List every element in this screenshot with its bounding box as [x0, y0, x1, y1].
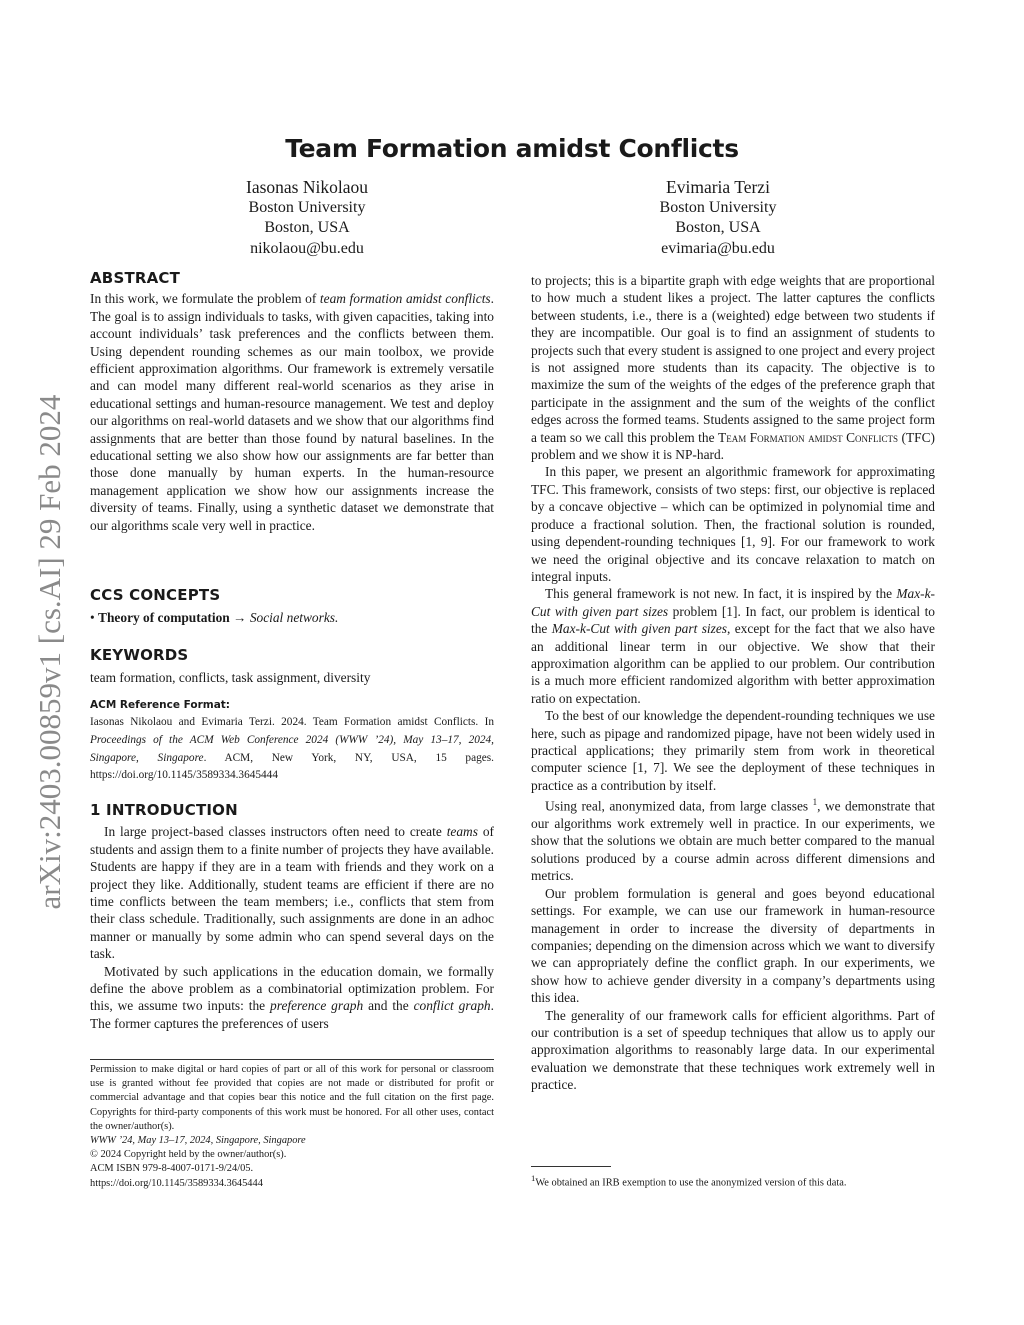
text-run: , except for the fact that we also have an additional linear term in our objective. We show that their approximation algorithm can be applied to our problem. Our contribution is a much more efficient randomized algorithm with better approximation ratio on expectation.: [531, 621, 935, 706]
text-run: (TFC) problem and we show it is NP-hard.: [531, 429, 935, 463]
text-run: Using real, anonymized data, from large classes: [545, 798, 813, 814]
italic-run: Proceedings of the ACM Web Conference 2024 (WWW ’24), May 13–17, 2024, Singapore, Singapore: [90, 734, 494, 764]
permission-text: Permission to make digital or hard copies of part or all of this work for personal or classroom use is granted without fee provided that copies are not made or distributed for profit or commercial advantage and that copies bear this notice and the full citation on the first page. Copyrights for third-party components of this work must be honored. For all other uses, contact the owner/author(s).: [90, 1064, 494, 1132]
introduction-section: [90, 802, 494, 1032]
footnote: [531, 1171, 935, 1191]
paragraph: [90, 823, 494, 962]
author-block: [568, 177, 868, 259]
paragraph: [531, 585, 935, 707]
introduction-heading: 1 INTRODUCTION: [90, 801, 238, 819]
text-run: . The goal is to assign individuals to tasks, with given capacities, taking into account individuals’ task preferences and the conflicts between them. Using dependent rounding schemes as our main toolbox, we provide efficient approximation algorithms. Our framework is extremely versatile and can model many different real-world scenarios as they arise in educational settings and human-resource management. We test and deploy our algorithms on real-world datasets and we show that our algorithms find assignments that are better than those found by natural baselines. In the educational setting we also show how our assignments are far better than those done manually by human experts. In the human-resource management application we show how our assignments increase the diversity of teams. Finally, using a synthetic dataset we demonstrate that our algorithms scale very well in practice.: [90, 291, 494, 533]
text-run: of students and assign them to a finite number of projects they have available. Students are happy if they are in a team with friends and they work on a project they like. Additionally, student teams are efficient if there are no time conflicts between the team members; i.e., conflicts that stem from their class schedule. Traditionally, such assignments are done in an adhoc manner or manually by some admin who can spend several days on the task.: [90, 824, 494, 962]
abstract-heading: ABSTRACT: [90, 269, 181, 287]
text-run: to projects; this is a bipartite graph with edge weights that are proportional to how much a student likes a project. The latter captures the conflicts between students, i.e., there is a (weighted) edge between two students if they are incompatible. Our goal is to find an assignment of students to projects such that every student is assigned to one project and every project is not assigned more students than its capacity. The objective is to maximize the sum of the weights of the edges of the preference graph that participate in the assignment and the sum of the weights of the conflict edges across the formed teams. Students assigned to the same project form a team so we call this problem the: [531, 273, 935, 445]
isbn: ACM ISBN 979-8-4007-0171-9/24/05.: [90, 1163, 254, 1175]
intro-right-paragraphs: [531, 272, 935, 1094]
text-run: In this work, we formulate the problem of: [90, 291, 320, 307]
intro-left-paragraphs: [90, 823, 494, 1032]
author-affiliation: Boston University: [248, 198, 366, 216]
author-name: Iasonas Nikolaou: [246, 177, 368, 197]
text-run: . The former captures the preferences of users: [90, 998, 494, 1031]
footnote-rule: [531, 1166, 611, 1167]
doi-link[interactable]: https://doi.org/10.1145/3589334.3645444: [90, 1177, 263, 1189]
ccs-heading: CCS CONCEPTS: [90, 586, 221, 604]
acm-reference: [90, 697, 494, 785]
keywords-text: team formation, conflicts, task assignment, diversity: [90, 670, 371, 686]
italic-run: Max-k-Cut with given part sizes: [531, 586, 935, 619]
ccs-text: [90, 609, 494, 626]
italic-run: teams: [446, 824, 478, 840]
text-run: The generality of our framework calls for efficient algorithms. Part of our contribution is a set of speedup techniques that allow us to apply our approximation algorithms to reasonably large data. In our experimental evaluation we demonstrate that these techniques work extremely well in practice.: [531, 1007, 935, 1093]
left-column: [90, 270, 494, 534]
abstract-text: [90, 290, 494, 534]
paragraph: [531, 707, 935, 794]
right-column: [531, 272, 935, 1094]
text-run: , we demonstrate that our algorithms work extremely well in practice. In our experiments, we show that the solutions we obtain are much better compared to the manual solutions produced by a course admin across different dimensions and metrics.: [531, 798, 935, 884]
author-affiliation: Boston University: [659, 198, 777, 216]
keywords-heading: KEYWORDS: [90, 646, 189, 664]
text-run: problem [1]. In fact, our problem is identical to the: [531, 603, 935, 637]
italic-run: team formation amidst conflicts: [319, 291, 491, 307]
paragraph: [531, 1007, 935, 1094]
bold-run: Theory of computation: [98, 610, 230, 626]
paragraph: [90, 963, 494, 1033]
author-location: Boston, USA: [675, 219, 761, 236]
copyright: © 2024 Copyright held by the owner/author(s).: [90, 1149, 287, 1161]
text-run: Our problem formulation is general and goes beyond educational settings. For example, we can use our framework in human-resource management in order to increase the diversity of departments in companies; depending on the dimension across which we want to diversify we can appropriately define the conflict graph. In our experiments, we show how to achieve gender diversity in a company’s departments using this idea.: [531, 885, 935, 1006]
text-run: and the: [363, 998, 414, 1014]
acm-reference-text: [90, 714, 494, 784]
arxiv-stamp: arXiv:2403.00859v1 [cs.AI] 29 Feb 2024: [32, 394, 67, 910]
paragraph: [531, 794, 935, 885]
footnote-ref: 1: [812, 797, 818, 808]
text-run: This general framework is not new. In fact, it is inspired by the: [545, 586, 897, 602]
text-run: In this paper, we present an algorithmic framework for approximating TFC. This framework, consists of two steps: first, our objective is replaced by a concave objective – which can be optimized in polynomial time and produce a fractional solution. Then, the fractional solution is rounded, using dependent-rounding techniques [1, 9]. For our framework to work we need the original objective and its concave relaxation to match on integral inputs.: [531, 464, 935, 584]
footnote-mark: 1: [531, 1173, 536, 1183]
paper-title: Team Formation amidst Conflicts: [285, 134, 739, 163]
text-run: Iasonas Nikolaou and Evimaria Terzi. 2024. Team Formation amidst Conflicts. In: [90, 716, 494, 729]
italic-run: Social networks.: [249, 610, 339, 626]
italic-run: conflict graph: [413, 998, 491, 1014]
keywords-section: [90, 647, 494, 687]
venue: WWW ’24, May 13–17, 2024, Singapore, Singapore: [90, 1135, 306, 1147]
text-run: To the best of our knowledge the dependent-rounding techniques we use here, such as pipage and randomized pipage, have not been widely used in practical applications; they primarily stem from work in theoretical computer science [1, 7]. We see the deployment of these techniques in practice as a contribution by itself.: [531, 708, 935, 793]
italic-run: preference graph: [270, 998, 364, 1014]
ccs-section: [90, 587, 494, 627]
permission-block: [90, 1063, 494, 1191]
footnote-rule: [90, 1059, 494, 1060]
text-run: →: [229, 610, 250, 626]
author-email[interactable]: nikolaou@bu.edu: [250, 239, 364, 257]
author-location: Boston, USA: [264, 219, 350, 236]
text-run: •: [90, 610, 99, 626]
smallcaps-run: Team Formation amidst Conflicts: [718, 429, 899, 445]
italic-run: Max-k-Cut with given part sizes: [551, 621, 727, 637]
text-run: In large project-based classes instructors often need to create: [104, 824, 447, 840]
author-name: Evimaria Terzi: [666, 177, 770, 197]
footnote-text: We obtained an IRB exemption to use the anonymized version of this data.: [535, 1177, 847, 1189]
acm-reference-heading: ACM Reference Format:: [90, 699, 230, 711]
author-block: [157, 177, 457, 259]
paragraph: [531, 885, 935, 1007]
paragraph: [531, 272, 935, 463]
author-email[interactable]: evimaria@bu.edu: [661, 239, 775, 257]
paragraph: [531, 463, 935, 585]
text-run: Motivated by such applications in the education domain, we formally define the above problem as a combinatorial optimization problem. For this, we assume two inputs: the: [90, 963, 494, 1014]
text-run: . ACM, New York, NY, USA, 15 pages. https://doi.org/10.1145/3589334.3645444: [90, 751, 494, 782]
